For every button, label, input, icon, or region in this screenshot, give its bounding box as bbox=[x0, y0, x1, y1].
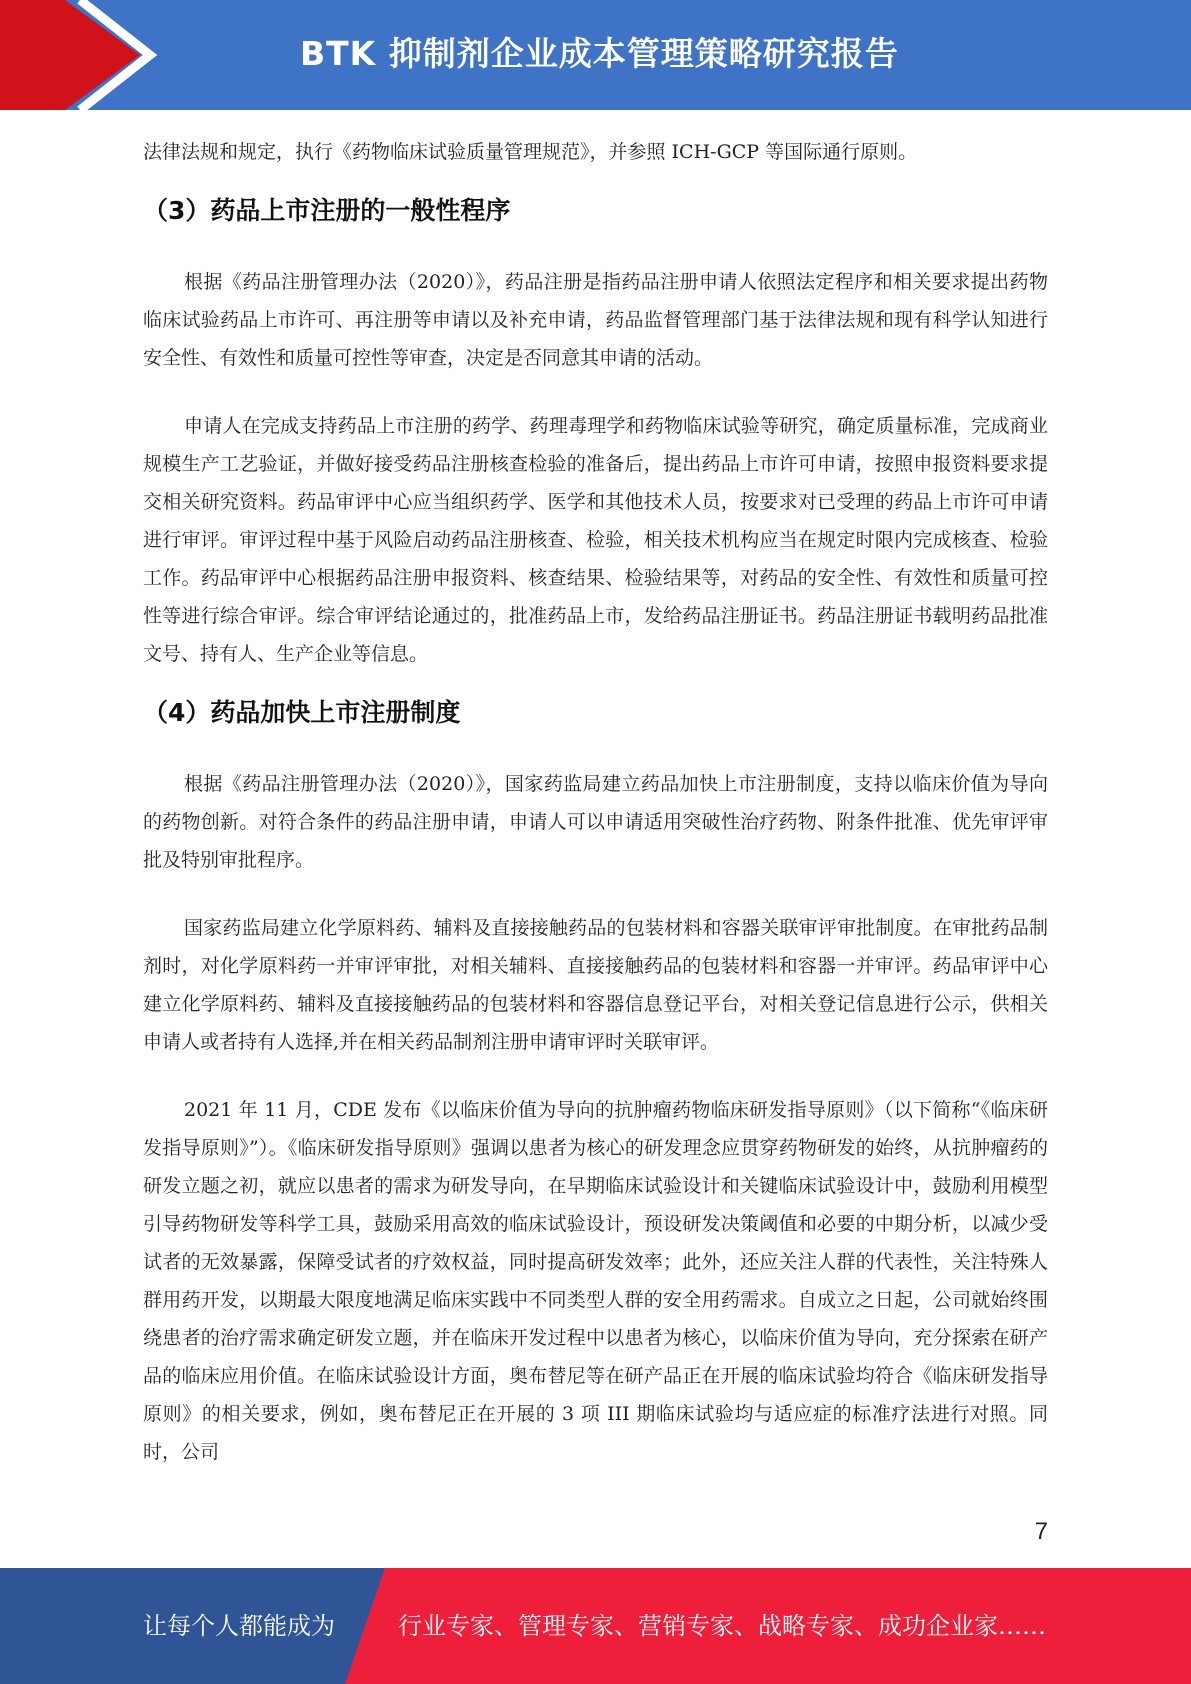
page-number: 7 bbox=[1034, 1518, 1048, 1545]
page-footer bbox=[0, 1568, 1191, 1684]
header-arrow-decoration bbox=[0, 0, 160, 110]
body-paragraph: 国家药监局建立化学原料药、辅料及直接接触药品的包装材料和容器关联审评审批制度。在审批药品制剂时，对化学原料药一并审评审批，对相关辅料、直接接触药品的包装材料和容器一并审评。药品审评中心建立化学原料药、辅料及直接接触药品的包装材料和容器信息登记平台，对相关登记信息进行公示，供相关申请人或者持有人选择,并在相关药品制剂注册申请审评时关联审评。 bbox=[143, 917, 1048, 1053]
footer-slogan-left: 让每个人都能成为 bbox=[143, 1612, 335, 1640]
body-paragraph: 根据《药品注册管理办法（2020）》，国家药监局建立药品加快上市注册制度，支持以临床价值为导向的药物创新。对符合条件的药品注册申请，申请人可以申请适用突破性治疗药物、附条件批准、优先审评审批及特别审批程序。 bbox=[143, 773, 1048, 871]
body-paragraph: 申请人在完成支持药品上市注册的药学、药理毒理学和药物临床试验等研究，确定质量标准，完成商业规模生产工艺验证，并做好接受药品注册核查检验的准备后，提出药品上市许可申请，按照申报资料要求提交相关研究资料。药品审评中心应当组织药学、医学和其他技术人员，按要求对已受理的药品上市许可申请进行审评。审评过程中基于风险启动药品注册核查、检验，相关技术机构应当在规定时限内完成核查、检验工作。药品审评中心根据药品注册申报资料、核查结果、检验结果等，对药品的安全性、有效性和质量可控性等进行综合审评。综合审评结论通过的，批准药品上市，发给药品注册证书。药品注册证书载明药品批准文号、持有人、生产企业等信息。 bbox=[143, 415, 1048, 665]
intro-paragraph: 法律法规和规定，执行《药物临床试验质量管理规范》，并参照 ICH-GCP 等国际通行原则。 bbox=[143, 141, 918, 163]
section-heading-3: （3）药品上市注册的一般性程序 bbox=[143, 196, 511, 225]
body-paragraph: 根据《药品注册管理办法（2020）》，药品注册是指药品注册申请人依照法定程序和相关要求提出药物临床试验药品上市许可、再注册等申请以及补充申请，药品监督管理部门基于法律法规和现有科学认知进行安全性、有效性和质量可控性等审查，决定是否同意其申请的活动。 bbox=[143, 271, 1048, 369]
section-heading-4: （4）药品加快上市注册制度 bbox=[143, 698, 461, 727]
page-header bbox=[0, 0, 1191, 110]
body-paragraph: 2021 年 11 月，CDE 发布《以临床价值为导向的抗肿瘤药物临床研发指导原则》（以下简称“《临床研发指导原则》”）。《临床研发指导原则》强调以患者为核心的研发理念应贯穿药物研发的始终，从抗肿瘤药的研发立题之初，就应以患者的需求为研发导向，在早期临床试验设计和关键临床试验设计中，鼓励利用模型引导药物研发等科学工具，鼓励采用高效的临床试验设计，预设研发决策阈值和必要的中期分析，以减少受试者的无效暴露，保障受试者的疗效权益，同时提高研发效率；此外，还应关注人群的代表性，关注特殊人群用药开发，以期最大限度地满足临床实践中不同类型人群的安全用药需求。自成立之日起，公司就始终围绕患者的治疗需求确定研发立题，并在临床开发过程中以患者为核心，以临床价值为导向，充分探索在研产品的临床应用价值。在临床试验设计方面，奥布替尼等在研产品正在开展的临床试验均符合《临床研发指导原则》的相关要求，例如，奥布替尼正在开展的 3 项 III 期临床试验均与适应症的标准疗法进行对照。同时，公司 bbox=[143, 1099, 1048, 1463]
footer-slogan-right: 行业专家、管理专家、营销专家、战略专家、成功企业家…… bbox=[398, 1612, 1046, 1640]
document-body bbox=[143, 133, 1048, 1471]
report-title: BTK 抑制剂企业成本管理策略研究报告 bbox=[300, 34, 899, 73]
